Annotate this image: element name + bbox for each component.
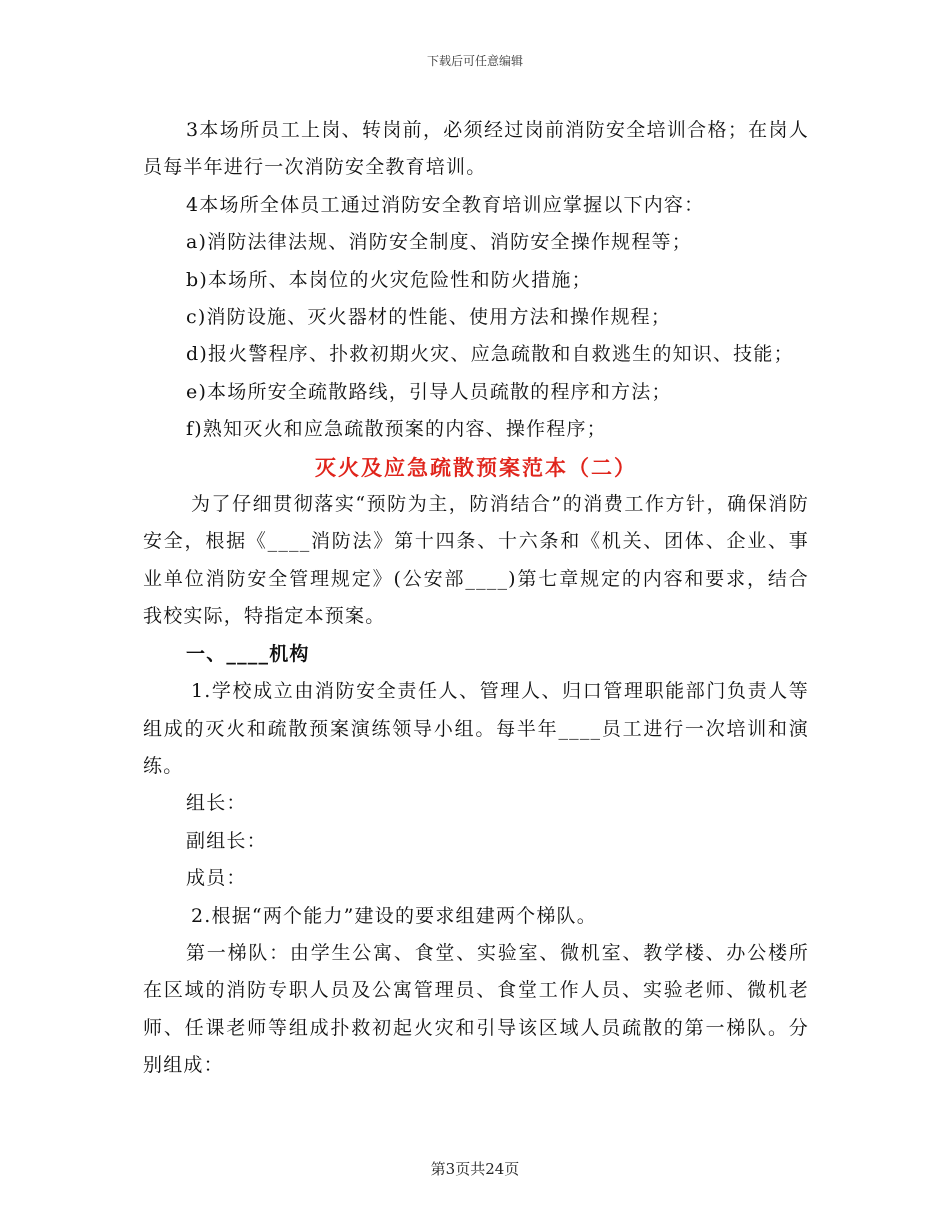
paragraph-training-content-intro: 4本场所全体员工通过消防安全教育培训应掌握以下内容： <box>186 193 705 216</box>
list-item-f: f)熟知灭火和应急疏散预案的内容、操作程序； <box>186 418 607 441</box>
paragraph-first-team: 第一梯队：由学生公寓、食堂、实验室、微机室、教学楼、办公楼所在区域的消防专职人员及公寓管理员、食堂工作人员、实验老师、微机老师、任课老师等组成扑救初起火灾和引导该区域人员疏散的第一梯队。分别组成： <box>143 941 809 1077</box>
list-item-d: d)报火警程序、扑救初期火灾、应急疏散和自救逃生的知识、技能； <box>186 343 794 366</box>
paragraph-training-requirement: 3本场所员工上岗、转岗前，必须经过岗前消防安全培训合格；在岗人员每半年进行一次消防安全教育培训。 <box>143 119 809 179</box>
field-deputy-leader: 副组长： <box>186 829 267 852</box>
paragraph-two-teams: 2.根据“两个能力”建设的要求组建两个梯队。 <box>191 904 597 927</box>
field-members: 成员： <box>186 867 247 890</box>
list-item-b: b)本场所、本岗位的火灾危险性和防火措施； <box>186 268 592 291</box>
document-body <box>143 112 809 1085</box>
field-group-leader: 组长： <box>186 792 247 815</box>
page-header: 下载后可任意编辑 <box>426 54 523 68</box>
section-title: 灭火及应急疏散预案范本（二） <box>315 454 637 480</box>
list-item-a: a)消防法律法规、消防安全制度、消防安全操作规程等； <box>186 231 692 254</box>
page-footer: 第3页共24页 <box>430 1160 520 1178</box>
heading-organization: 一、____机构 <box>186 642 310 665</box>
paragraph-leadership-group: 1.学校成立由消防安全责任人、管理人、归口管理职能部门负责人等组成的灭火和疏散预案演练领导小组。每半年____员工进行一次培训和演练。 <box>143 680 809 777</box>
list-item-c: c)消防设施、灭火器材的性能、使用方法和操作规程； <box>186 306 672 329</box>
list-item-e: e)本场所安全疏散路线，引导人员疏散的程序和方法； <box>186 380 672 403</box>
paragraph-purpose: 为了仔细贯彻落实“预防为主，防消结合”的消费工作方针，确保消防安全，根据《____消防法》第十四条、十六条和《机关、团体、企业、事业单位消防安全管理规定》(公安部____)第七章规定的内容和要求，结合我校实际，特指定本预案。 <box>143 493 809 628</box>
